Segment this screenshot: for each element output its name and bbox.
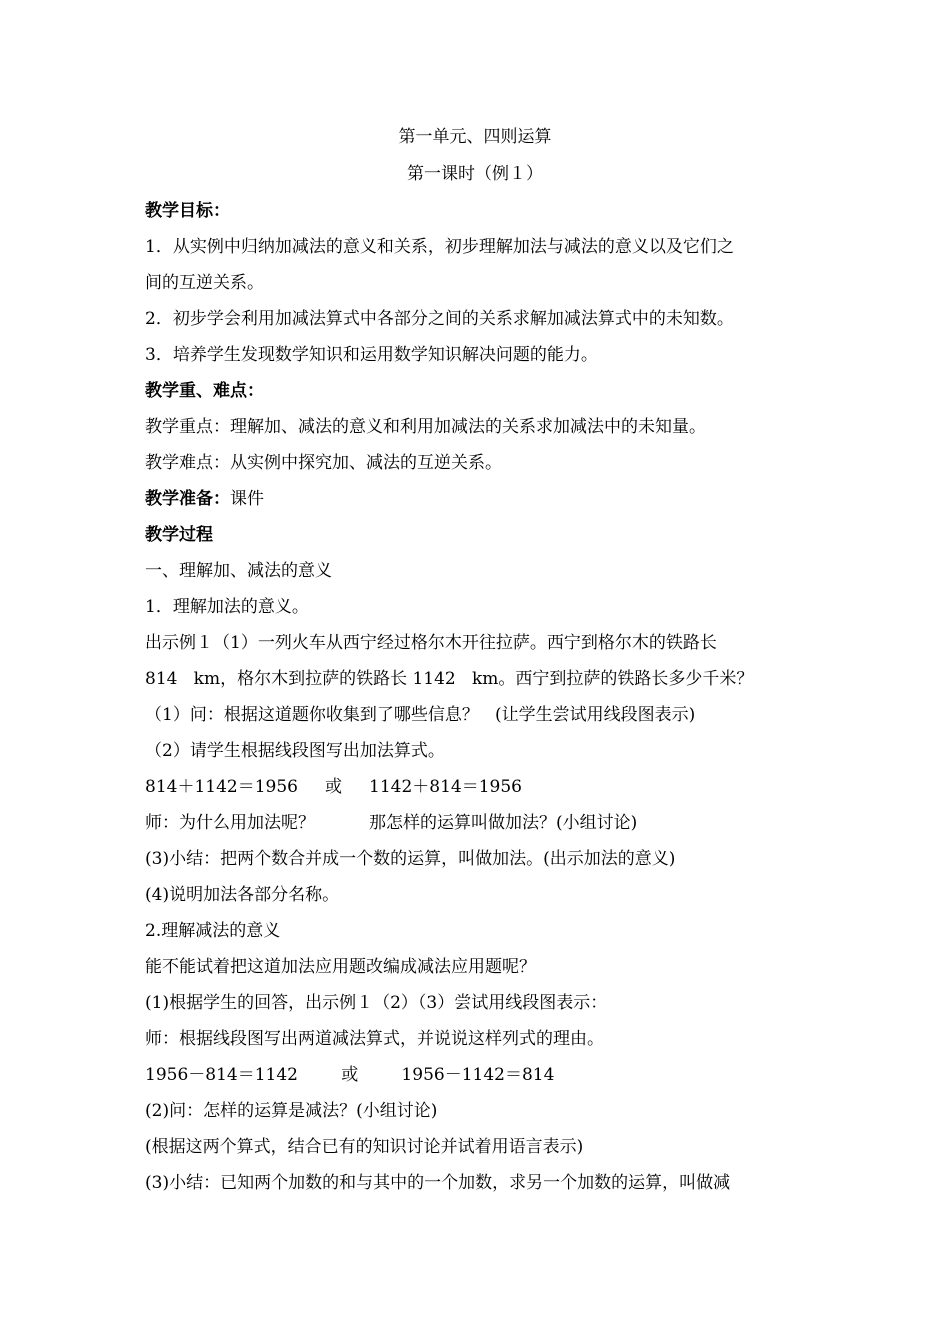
rewrite-question: 能不能试着把这道加法应用题改编成减法应用题呢？ xyxy=(145,957,536,977)
subsection-1-heading: 1．理解加法的意义。 xyxy=(145,597,309,617)
section-1-heading: 一、理解加、减法的意义 xyxy=(145,561,332,581)
preparation-value: 课件 xyxy=(230,489,264,509)
process-heading: 教学过程 xyxy=(145,525,213,545)
subtraction-question-1: (1)根据学生的回答，出示例１（2）（3）尝试用线段图表示： xyxy=(145,993,608,1013)
example-line-2: 814 km，格尔木到拉萨的铁路长 1142 km。西宁到拉萨的铁路长多少千米？ xyxy=(145,669,754,689)
addition-parts: (4)说明加法各部分名称。 xyxy=(145,885,340,905)
subtraction-note: (根据这两个算式，结合已有的知识讨论并试着用语言表示) xyxy=(145,1137,584,1157)
key-focus: 教学重点：理解加、减法的意义和利用加减法的关系求加减法中的未知量。 xyxy=(145,417,706,437)
example-line-1: 出示例１（1）一列火车从西宁经过格尔木开往拉萨。西宁到格尔木的铁路长 xyxy=(145,633,717,653)
keypoints-heading: 教学重、难点： xyxy=(145,381,264,401)
preparation-line xyxy=(145,487,815,511)
goals-heading: 教学目标： xyxy=(145,201,230,221)
question-1: （1）问：根据这道题你收集到了哪些信息？ (让学生尝试用线段图表示) xyxy=(145,705,696,725)
goal-1-line-2: 间的互逆关系。 xyxy=(145,273,264,293)
document-subtitle: 第一课时（例１） xyxy=(407,164,543,184)
subtraction-question-2: (2)问：怎样的运算是减法？(小组讨论) xyxy=(145,1101,438,1121)
teacher-question-1: 师：为什么用加法呢？ 那怎样的运算叫做加法？(小组讨论) xyxy=(145,813,638,833)
addition-summary: (3)小结：把两个数合并成一个数的运算，叫做加法。(出示加法的意义) xyxy=(145,849,676,869)
addition-equations: 814＋1142＝1956 或 1142＋814＝1956 xyxy=(145,777,522,797)
subtraction-summary: (3)小结：已知两个加数的和与其中的一个加数，求另一个加数的运算，叫做减 xyxy=(145,1173,731,1193)
teacher-question-2: 师：根据线段图写出两道减法算式，并说说这样列式的理由。 xyxy=(145,1029,604,1049)
question-2: （2）请学生根据线段图写出加法算式。 xyxy=(145,741,445,761)
goal-2: 2．初步学会利用加减法算式中各部分之间的关系求解加减法算式中的未知数。 xyxy=(145,309,734,329)
preparation-label: 教学准备： xyxy=(145,489,230,509)
goal-3: 3．培养学生发现数学知识和运用数学知识解决问题的能力。 xyxy=(145,345,598,365)
key-difficulty: 教学难点：从实例中探究加、减法的互逆关系。 xyxy=(145,453,502,473)
subtraction-equations: 1956－814＝1142 或 1956－1142＝814 xyxy=(145,1065,555,1085)
document-title: 第一单元、四则运算 xyxy=(398,127,552,147)
subsection-2-heading: 2.理解减法的意义 xyxy=(145,921,281,941)
goal-1-line-1: 1．从实例中归纳加减法的意义和关系，初步理解加法与减法的意义以及它们之 xyxy=(145,237,734,257)
